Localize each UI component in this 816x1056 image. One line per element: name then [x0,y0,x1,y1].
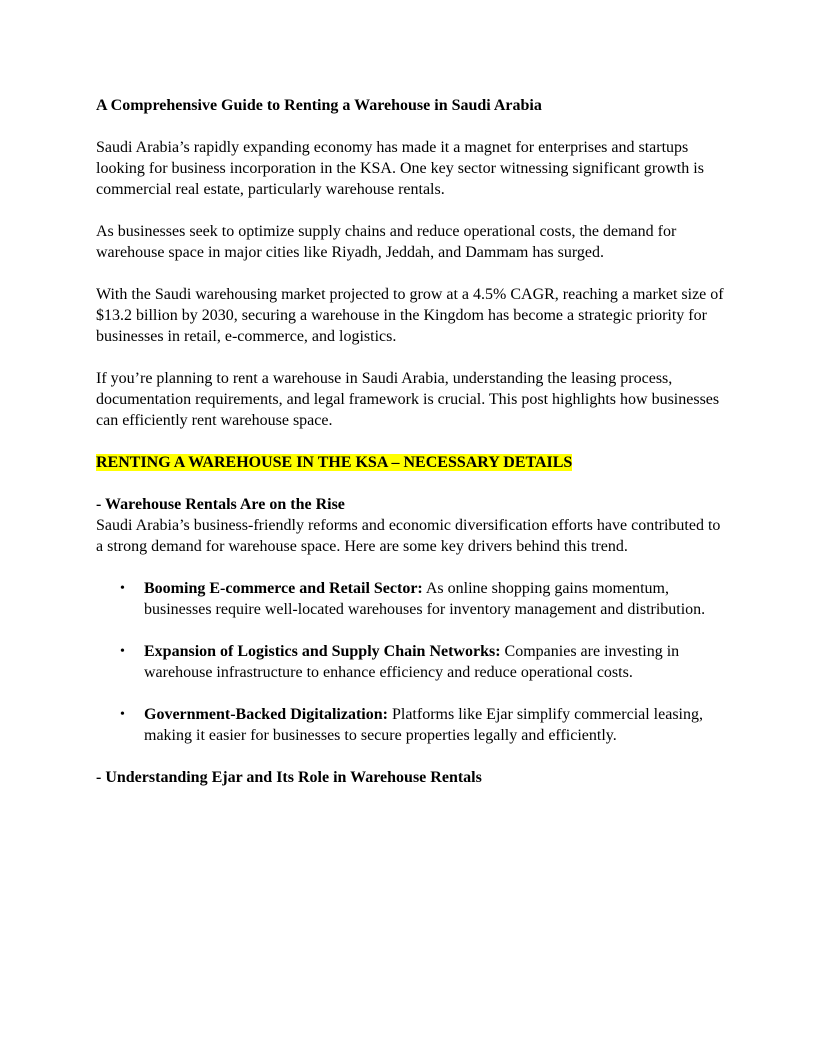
list-item-title: Government-Backed Digitalization: [144,706,388,723]
list-item-text: Companies are investing in warehouse infrastructure to enhance efficiency and reduce operational costs. [144,643,680,681]
paragraph-market: With the Saudi warehousing market projected to grow at a 4.5% CAGR, reaching a market size of $13.2 billion by 2030, securing a warehouse in the Kingdom has become a strategic priority for businesses in retail, e-commerce, and logistics. [96,286,724,345]
paragraph-intro: Saudi Arabia’s rapidly expanding economy has made it a magnet for enterprises and startups looking for business incorporation in the KSA. One key sector witnessing significant growth is commercial real estate, particularly warehouse rentals. [96,139,704,198]
list-item [96,578,724,620]
section-heading-ejar: - Understanding Ejar and Its Role in Warehouse Rentals [96,769,482,786]
list-item [96,704,724,746]
list-item-title: Expansion of Logistics and Supply Chain Networks: [144,643,501,660]
list-item [96,641,724,683]
list-item-text: As online shopping gains momentum, businesses require well-located warehouses for inventory management and distribution. [144,580,706,618]
document-title: A Comprehensive Guide to Renting a Warehouse in Saudi Arabia [96,97,542,114]
list-item-title: Booming E-commerce and Retail Sector: [144,580,423,597]
document-page [96,95,724,788]
highlighted-heading-wrapper [96,452,724,473]
section-heading-rise: - Warehouse Rentals Are on the Rise [96,496,345,513]
list-item-text: Platforms like Ejar simplify commercial leasing, making it easier for businesses to secure properties legally and efficiently. [144,706,703,744]
bullet-icon: • [120,644,125,659]
section-intro-rise: Saudi Arabia’s business-friendly reforms and economic diversification efforts have contributed to a strong demand for warehouse space. Here are some key drivers behind this trend. [96,517,721,555]
bullet-icon: • [120,707,125,722]
highlighted-heading: RENTING A WAREHOUSE IN THE KSA – NECESSARY DETAILS [96,454,573,471]
drivers-list [96,578,724,746]
paragraph-demand: As businesses seek to optimize supply chains and reduce operational costs, the demand for warehouse space in major cities like Riyadh, Jeddah, and Dammam has surged. [96,223,677,261]
paragraph-planning: If you’re planning to rent a warehouse in Saudi Arabia, understanding the leasing process, documentation requirements, and legal framework is crucial. This post highlights how businesses can efficiently rent warehouse space. [96,370,720,429]
bullet-icon: • [120,581,125,596]
